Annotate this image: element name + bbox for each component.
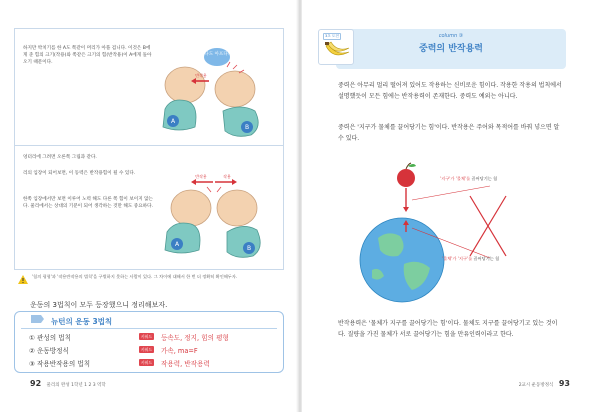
summary-sentence: 운동의 3법칙이 모두 등장했으니 정리해보자. bbox=[30, 301, 168, 309]
law-keywords: 작용력, 반작용력 bbox=[161, 360, 210, 368]
person-b-body bbox=[223, 107, 258, 136]
headbutt-illustration-1 bbox=[151, 35, 281, 143]
paragraph-1: 중력은 아무리 멀리 떨어져 있어도 작용하는 신비로운 힘이다. 작용한 작용의 법칙에서 설명했듯이 모든 힘에는 반작용력이 존재한다. 중력도 예외는 아니다. bbox=[338, 82, 562, 100]
person-a-body bbox=[163, 100, 196, 130]
person-b-head bbox=[217, 190, 257, 226]
person-a-body bbox=[165, 223, 200, 253]
warning-note-text: '힘의 평형'과 '작용반작용의 법칙'을 구별하지 못하는 사람이 있다. 그 차이에 대해서 한 번 더 정확히 확인해두자. bbox=[32, 274, 238, 279]
label-bottom-pre: '물체'가 '지구'를 bbox=[442, 256, 473, 261]
law-keywords: 가속, ma=F bbox=[161, 347, 198, 355]
warning-note bbox=[18, 274, 280, 280]
law-row-1 bbox=[29, 332, 279, 342]
divider bbox=[21, 328, 277, 329]
label-top-post: 끌어당기는 힘 bbox=[471, 176, 498, 181]
person-a-letter: A bbox=[170, 118, 176, 125]
action-arrowhead bbox=[232, 179, 237, 185]
right-page bbox=[302, 0, 600, 412]
apple-icon bbox=[397, 169, 415, 187]
label-bottom-post: 끌어당기는 힘 bbox=[473, 256, 500, 261]
chevron-right-icon bbox=[29, 314, 45, 324]
banana-icon bbox=[323, 40, 351, 62]
person-b-letter: B bbox=[246, 245, 252, 252]
figure-headbutt-1 bbox=[14, 28, 284, 146]
paragraph-2: 중력은 '지구가 물체를 끌어당기는 힘'이다. 반작용은 주어와 목적어를 바꿔 넣으면 알 수 있다. bbox=[338, 124, 560, 142]
speech-bubble-text: 나도 아프다! bbox=[204, 52, 230, 57]
conclusion-paragraph: 반작용력은 '물체가 지구를 끌어당기는 힘'이다. 물체도 지구를 끌어당기고 있는 것이다. 질량을 가진 물체가 서로 끌어당기는 힘을 만유인력이라고 한다. bbox=[338, 320, 558, 338]
earth-globe bbox=[360, 218, 444, 302]
running-header: 2교시 운동방정식 bbox=[518, 383, 554, 388]
person-b-letter: B bbox=[244, 124, 250, 131]
reaction-arrowhead bbox=[191, 179, 196, 185]
left-page bbox=[0, 0, 298, 412]
figure-2-text-1: 엉터리에 그려면 오른쪽 그림과 같다. bbox=[23, 155, 97, 160]
earth-pulls-object-label bbox=[440, 176, 497, 182]
speech-bubble bbox=[204, 48, 230, 66]
page-folio-left bbox=[30, 379, 106, 388]
law-name: ③ 작용반작용의 법칙 bbox=[29, 360, 91, 368]
newton-laws-title: 뉴턴의 운동 3법칙 bbox=[51, 317, 113, 326]
law-name: ② 운동방정식 bbox=[29, 347, 69, 355]
person-a-letter: A bbox=[174, 241, 180, 248]
newton-laws-box bbox=[14, 311, 284, 373]
running-header: 물리의 완성 1학년 1 2 3 역학 bbox=[46, 383, 106, 388]
page-number: 93 bbox=[558, 379, 570, 388]
law-name: ① 관성의 법칙 bbox=[29, 334, 71, 342]
page-number: 92 bbox=[30, 379, 42, 388]
figure-2-text-2: 리의 입장이 되어보면, 이 동력은 반작용힘이 될 수 있다. bbox=[23, 171, 136, 176]
person-b-head bbox=[215, 71, 255, 107]
law-row-2 bbox=[29, 345, 279, 355]
column-header bbox=[336, 29, 566, 69]
banana-card bbox=[318, 29, 354, 65]
figure-2-text-3: 한쪽 입장에서만 보면 이루어 노력 해도 다른 쪽 힘이 보이지 않는다. 물리에서는 상대의 기분이 되어 생각하는 것만 해도 중요하다. bbox=[23, 197, 153, 210]
object-pulls-earth-label bbox=[442, 256, 499, 262]
impact-marks bbox=[207, 187, 221, 192]
figure-1-text: 하지만 박치기를 한 A도 쪽같이 머리가 아플 겁니다. 이것은 B에게 준 힘의 크기(작용)와 쪽같은 크기의 힘(반작용)이 A에게 돌아오기 때문이다. bbox=[23, 46, 152, 66]
reaction-label: 반작용 bbox=[195, 174, 207, 179]
label-top-pre: '지구'가 '물체'를 bbox=[440, 176, 471, 181]
page-folio-right bbox=[519, 379, 570, 388]
keyword-badge: 키워드 bbox=[141, 334, 153, 339]
law-keywords: 등속도, 정지, 힘의 평형 bbox=[161, 334, 229, 342]
warning-icon bbox=[18, 275, 28, 284]
action-label: 작용 bbox=[223, 174, 231, 179]
figure-headbutt-2 bbox=[14, 146, 284, 270]
column-label: column ③ bbox=[438, 33, 464, 39]
reaction-label: 반작용 bbox=[195, 73, 207, 78]
column-title: 중력의 반작용력 bbox=[419, 44, 483, 54]
person-a-head bbox=[171, 190, 211, 226]
banana-tag: 3초 도전 bbox=[325, 34, 339, 38]
person-b-body bbox=[227, 226, 260, 257]
headbutt-illustration-2 bbox=[151, 152, 281, 266]
keyword-badge: 키워드 bbox=[141, 360, 153, 365]
law-row-3 bbox=[29, 358, 279, 368]
keyword-badge: 키워드 bbox=[141, 347, 153, 352]
